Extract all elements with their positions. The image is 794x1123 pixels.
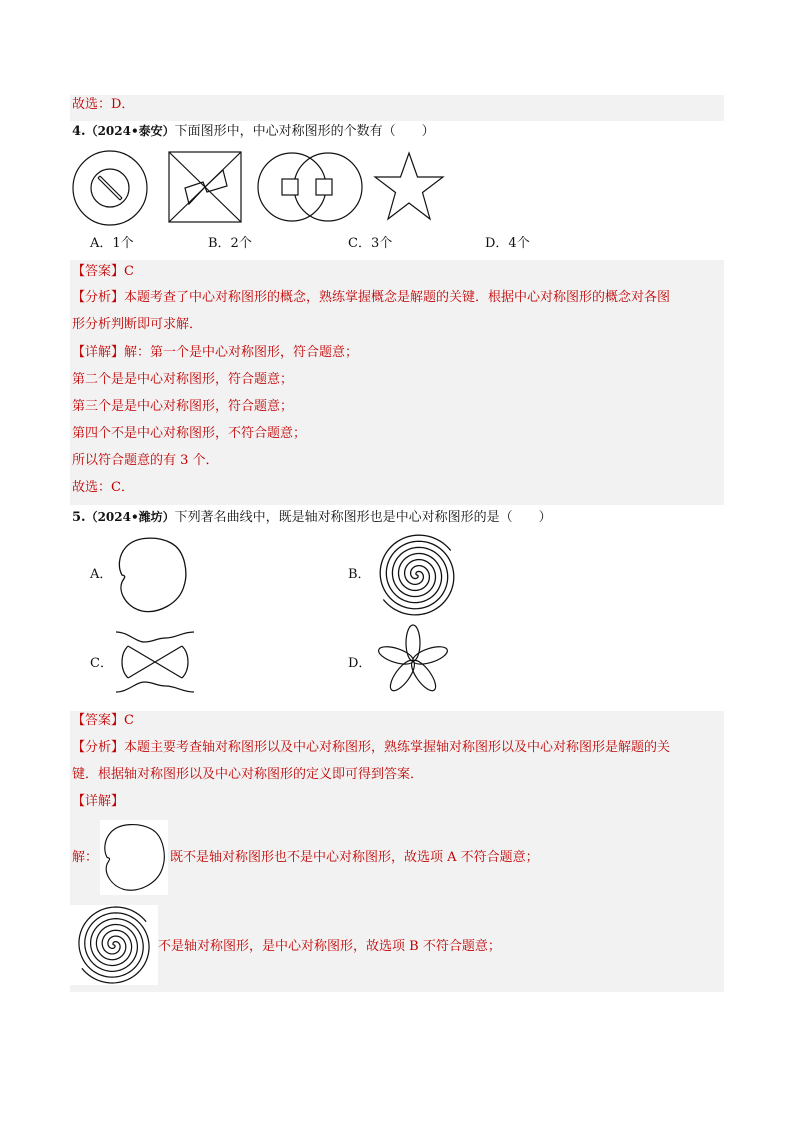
q5-detail-prefix: 解：	[72, 850, 99, 865]
lemniscate-figure[interactable]	[114, 628, 196, 696]
q4-detail-line1	[72, 343, 358, 363]
q5-option-c-label[interactable]: C．	[90, 656, 113, 671]
q4-source: （2024•泰安）	[85, 124, 175, 138]
q4-answer-tag: 【答案】	[72, 264, 125, 279]
spiral-inline-figure	[70, 905, 158, 985]
q5-number: 5.	[72, 510, 86, 525]
q5-analysis-line1	[72, 738, 670, 758]
q5-option-d-label[interactable]: D．	[348, 656, 372, 671]
q5-analysis-text1: 本题主要考查轴对称图形以及中心对称图形，熟练掌握轴对称图形以及中心对称图形是解题的关	[124, 740, 671, 755]
q4-answer-value: C	[124, 264, 134, 279]
q5-detail-tag: 【详解】	[72, 794, 125, 809]
q4-figure-1	[70, 148, 150, 228]
q4-option-b[interactable]: B．2个	[208, 236, 252, 251]
q4-stem-text: 下面图形中，中心对称图形的个数有（ ）	[174, 124, 435, 139]
q5-option-b-label[interactable]: B．	[348, 567, 371, 582]
cardioid-figure[interactable]	[114, 534, 190, 616]
q4-figure-4	[372, 151, 446, 223]
cardioid-inline-figure	[100, 820, 168, 895]
q5-detail-a-text: 既不是轴对称图形也不是中心对称图形，故选项 A 不符合题意；	[170, 850, 539, 865]
q5-source: （2024•潍坊）	[85, 510, 175, 524]
q4-detail-line2: 第二个是是中心对称图形，符合题意；	[72, 372, 294, 387]
q5-analysis-tag: 【分析】	[72, 740, 125, 755]
q4-analysis-tag: 【分析】	[72, 290, 125, 305]
q4-figure-2	[167, 150, 243, 224]
q5-answer	[72, 711, 134, 731]
q5-detail-b-text: 不是轴对称图形，是中心对称图形，故选项 B 不符合题意；	[158, 939, 501, 954]
q5-analysis-line2: 键．根据轴对称图形以及中心对称图形的定义即可得到答案．	[72, 767, 424, 782]
spiral-figure-b[interactable]	[372, 533, 462, 617]
q5-option-a-label[interactable]: A．	[90, 567, 113, 582]
q4-analysis-line2: 形分析判断即可求解．	[72, 317, 203, 332]
q5-answer-value: C	[124, 713, 134, 728]
q5-stem	[72, 507, 552, 528]
q4-conclusion: 故选：C．	[72, 480, 134, 495]
q4-analysis-line1	[72, 288, 670, 308]
q4-figure-3	[254, 150, 366, 224]
q4-option-a[interactable]: A．1个	[90, 236, 134, 251]
q4-detail-line5: 所以符合题意的有 3 个．	[72, 453, 219, 468]
q4-answer	[72, 262, 134, 282]
q5-detail-cardioid-box	[100, 820, 168, 895]
q4-number: 4.	[72, 124, 86, 139]
q4-analysis-text1: 本题考查了中心对称图形的概念，熟练掌握概念是解题的关键．根据中心对称图形的概念对各图	[124, 290, 671, 305]
q5-stem-text: 下列著名曲线中，既是轴对称图形也是中心对称图形的是（ ）	[174, 510, 552, 525]
q4-option-d[interactable]: D．4个	[485, 236, 530, 251]
q5-detail-spiral-box	[70, 905, 158, 985]
rose-curve-figure[interactable]	[372, 624, 456, 702]
answer-band-prev	[70, 95, 724, 121]
q5-answer-tag: 【答案】	[72, 713, 125, 728]
q4-option-c[interactable]: C．3个	[348, 236, 393, 251]
q4-stem	[72, 121, 435, 142]
q4-detail-line3: 第三个是是中心对称图形，符合题意；	[72, 399, 294, 414]
q4-detail-line4: 第四个不是中心对称图形，不符合题意；	[72, 426, 307, 441]
q4-detail-text1: 解：第一个是中心对称图形，符合题意；	[124, 345, 359, 360]
q4-detail-tag: 【详解】	[72, 345, 125, 360]
prev-conclusion: 故选：D．	[72, 97, 135, 112]
